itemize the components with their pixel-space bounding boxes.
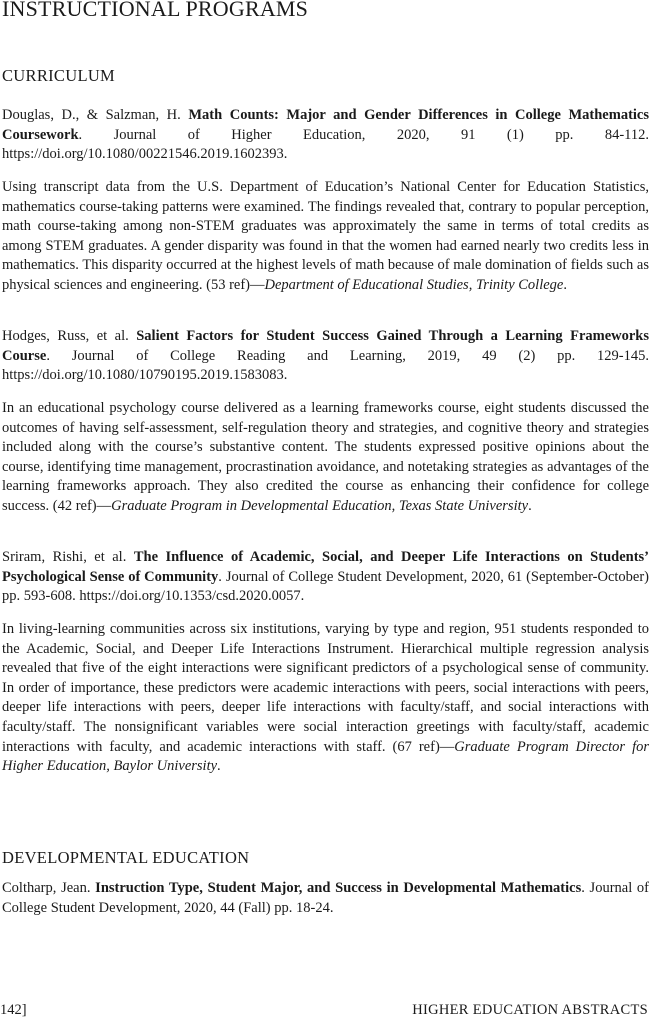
citation-hodges: Hodges, Russ, et al. Salient Factors for Student Success Gained Through a Learning Frameworks Course. Journal of College Reading and Learning, 2019, 49 (2) pp. 129-145. https://doi.org/10.1080/10790195.2019.1583083. xyxy=(2,328,650,384)
citation-source: Journal of College Student Development, 2020, 61 (September-October) pp. 593-608. https://doi.org/10.1353/csd.2020.0057. xyxy=(2,568,650,605)
citation-coltharp: Coltharp, Jean. Instruction Type, Student Major, and Success in Developmental Mathematics. Journal of College Student Development, 2020, 44 (Fall) pp. 18-24. xyxy=(2,880,650,916)
citation-title: Salient Factors for Student Success Gained Through a Learning Frameworks Course xyxy=(2,328,650,364)
citation-sriram: Sriram, Rishi, et al. The Influence of Academic, Social, and Deeper Life Interactions on Students’ Psychological Sense of Community. Journal of College Student Development, 2020, 61 (September-October) pp. 593-608. https://doi.org/10.1353/csd.2020.0057. xyxy=(2,549,650,605)
abstract-douglas: Using transcript data from the U.S. Department of Education’s National Center for Education Statistics, mathematics course-taking patterns were examined. The findings revealed that, contrary to popular perception, math course-taking among non-STEM graduates was approximately the same in terms of total credits as among STEM graduates. A gender disparity was found in that the women had earned nearly two credits less in mathematics. This disparity occurred at the highest levels of math because of male domination of fields such as physical sciences and engineering. (53 ref)—Department of Educational Studies, Trinity College. xyxy=(2,179,649,293)
section-heading-curriculum: CURRICULUM xyxy=(2,66,116,85)
citation-title: Math Counts: Major and Gender Differences in College Mathematics Coursework xyxy=(2,107,650,143)
abstract-affiliation: Department of Educational Studies, Trinity College xyxy=(264,276,564,293)
page-number: 142] xyxy=(0,1002,27,1018)
citation-title: The Influence of Academic, Social, and Deeper Life Interactions on Students’ Psychological Sense of Community xyxy=(2,549,649,585)
citation-title: Instruction Type, Student Major, and Success in Developmental Mathematics xyxy=(95,880,582,896)
citation-authors: Douglas, D., & Salzman, H. xyxy=(2,107,181,123)
running-footer: HIGHER EDUCATION ABSTRACTS xyxy=(412,1002,648,1018)
abstract-hodges: In an educational psychology course delivered as a learning frameworks course, eight students discussed the outcomes of having self-assessment, self-regulation theory and strategies, and cognitive theory and strategies included along with the course’s substantive content. The students expressed positive opinions about the course, identifying time management, procrastination avoidance, and notetaking strategies as advantages of the learning frameworks approach. They also credited the course as enhancing their confidence for college success. (42 ref)—Graduate Program in Developmental Education, Texas State University. xyxy=(2,400,649,514)
abstract-affiliation: Graduate Program in Developmental Education, Texas State University xyxy=(111,497,529,514)
page-title: INSTRUCTIONAL PROGRAMS xyxy=(2,0,309,21)
citation-douglas: Douglas, D., & Salzman, H. Math Counts: Major and Gender Differences in College Mathematics Coursework. Journal of Higher Education, 2020, 91 (1) pp. 84-112. https://doi.org/10.1080/00221546.2019.1602393. xyxy=(2,107,650,163)
abstract-text: Using transcript data from the U.S. Department of Education’s National Center for Education Statistics, mathematics course-taking patterns were examined. The findings revealed that, contrary to popular perception, math course-taking among non-STEM graduates was approximately the same in terms of total credits as among STEM graduates. A gender disparity was found in that the women had earned nearly two credits less in mathematics. This disparity occurred at the highest levels of math because of male domination of fields such as physical sciences and engineering. (53 ref)— xyxy=(2,179,649,293)
citation-authors: Sriram, Rishi, et al. xyxy=(2,549,127,565)
citation-authors: Coltharp, Jean. xyxy=(2,880,91,896)
abstract-text: In living-learning communities across six institutions, varying by type and region, 951 students responded to the Academic, Social, and Deeper Life Interactions Instrument. Hierarchical multiple regression analysis revealed that five of the eight interactions were significant predictors of a psychological sense of community. In order of importance, these predictors were academic interactions with peers, social interactions with peers, deeper life interactions with peers, deeper life interactions with faculty/staff, and social interactions with faculty/staff. The nonsignificant variables were social interaction greetings with faculty/staff, academic interactions with faculty, and academic interactions with staff. (67 ref)— xyxy=(2,621,649,755)
citation-source: Journal of College Student Development, 2020, 44 (Fall) pp. 18-24. xyxy=(2,880,650,916)
citation-source: Journal of Higher Education, 2020, 91 (1) pp. 84-112. https://doi.org/10.1080/00221546.2019.1602393. xyxy=(2,126,649,163)
abstract-affiliation: Graduate Program Director for Higher Education, Baylor University xyxy=(2,738,649,775)
abstract-sriram: In living-learning communities across six institutions, varying by type and region, 951 students responded to the Academic, Social, and Deeper Life Interactions Instrument. Hierarchical multiple regression analysis revealed that five of the eight interactions were significant predictors of a psychological sense of community. In order of importance, these predictors were academic interactions with peers, social interactions with peers, deeper life interactions with peers, deeper life interactions with faculty/staff, and social interactions with faculty/staff. The nonsignificant variables were social interaction greetings with faculty/staff, academic interactions with faculty, and academic interactions with staff. (67 ref)—Graduate Program Director for Higher Education, Baylor University. xyxy=(2,621,649,775)
section-heading-developmental-education: DEVELOPMENTAL EDUCATION xyxy=(2,848,250,867)
abstract-text: In an educational psychology course delivered as a learning frameworks course, eight students discussed the outcomes of having self-assessment, self-regulation theory and strategies, and cognitive theory and strategies included along with the course’s substantive content. The students expressed positive opinions about the course, identifying time management, procrastination avoidance, and notetaking strategies as advantages of the learning frameworks approach. They also credited the course as enhancing their confidence for college success. (42 ref)— xyxy=(2,400,649,514)
citation-authors: Hodges, Russ, et al. xyxy=(2,328,129,344)
citation-source: Journal of College Reading and Learning, 2019, 49 (2) pp. 129-145. https://doi.org/10.1080/10790195.2019.1583083. xyxy=(2,347,649,384)
